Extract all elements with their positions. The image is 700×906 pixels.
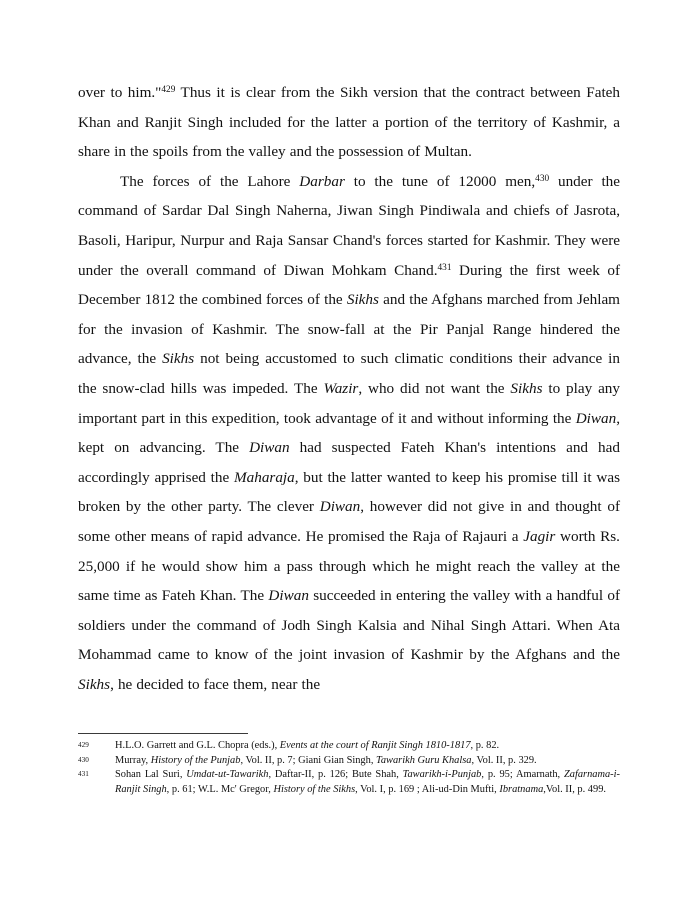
text-run: to play any important part in this expedition, took advantage of it and without informing the <box>78 379 620 427</box>
text-run: , p. 82. <box>470 740 500 751</box>
footnote-number[interactable]: 431 <box>78 770 89 779</box>
text-run: , Vol. II, p. 7; Giani Gian Singh, <box>240 754 377 766</box>
italic-term: Umdat-ut-Tawarikh <box>186 769 269 781</box>
footnote-entry <box>78 768 620 797</box>
italic-term: Diwan <box>268 587 309 605</box>
text-run: succeeded in entering the valley with a handful of soldiers under the command of Jodh Singh Kalsia and Nihal Singh Attari. When Ata Mohammad came to know of the joint invasion of Kashmir by the Afghans and the <box>78 587 621 664</box>
footnote-reference[interactable]: 429 <box>161 85 176 96</box>
italic-term: Diwan <box>249 439 290 457</box>
italic-term: Tawarikh Guru Khalsa <box>376 754 472 766</box>
text-run: Murray, <box>115 754 151 766</box>
text-run: H.L.O. Garrett and G.L. Chopra (eds.), <box>115 740 280 751</box>
footnote-number[interactable]: 430 <box>78 755 89 764</box>
italic-term: History of the Punjab <box>150 754 241 766</box>
italic-term: Sikhs <box>162 350 195 368</box>
text-run: , but the latter wanted to keep his promise till it was broken by the other party. The clever <box>78 468 620 516</box>
text-run: worth Rs. 25,000 if he would show him a pass through which he might reach the valley at the same time as Fateh Khan. The <box>78 527 620 605</box>
footnote-section <box>78 733 620 797</box>
italic-term: Diwan <box>575 409 617 427</box>
text-run: not being accustomed to such climatic conditions their advance in the snow-clad hills was impeded. The <box>78 350 620 397</box>
text-run: under the command of Sardar Dal Singh Naherna, Jiwan Singh Pindiwala and chiefs of Jasrota, Basoli, Haripur, Nurpur and Raja Sansar Chand's forces started for Kashmir. They were under the overall command of Diwan Mohkam Chand. <box>78 172 620 279</box>
text-run: to the tune of 12000 men, <box>344 172 536 190</box>
footnote-text <box>115 754 620 769</box>
italic-term: Wazir <box>323 379 359 397</box>
italic-term: Tawarikh-i-Punjab <box>402 769 482 781</box>
italic-term: Diwan <box>319 498 361 516</box>
italic-term: Darbar <box>299 172 345 190</box>
text-run: The forces of the Lahore <box>120 172 300 190</box>
text-run: and the Afghans marched from Jehlam for the invasion of Kashmir. The snow-fall at the Pir Panjal Range hindered the advance, the <box>78 291 620 368</box>
footnote-text <box>115 768 620 797</box>
text-run: During the first week of December 1812 the combined forces of the <box>78 261 621 309</box>
paragraph-2 <box>78 167 620 700</box>
italic-term: Sikhs <box>510 379 543 397</box>
footnote-reference[interactable]: 431 <box>437 262 452 273</box>
footnote-entry <box>78 754 620 769</box>
italic-term: History of the Sikhs <box>273 783 356 795</box>
text-run: Sohan Lal Suri, <box>115 769 187 781</box>
italic-term: Sikhs <box>78 675 111 693</box>
text-run: , Vol. I, p. 169 ; Ali-ud-Din Mufti, <box>355 783 500 795</box>
footnote-entry <box>78 739 620 754</box>
text-run: , Vol. II, p. 329. <box>471 754 537 766</box>
italic-term: Ibratnama <box>499 783 544 795</box>
footnote-text <box>115 739 620 754</box>
paragraph-1 <box>78 78 620 167</box>
italic-term: Sikhs <box>346 291 379 309</box>
text-run: , who did not want the <box>358 379 511 397</box>
text-run: , p. 95; Amarnath, <box>481 769 564 781</box>
body-text-block <box>78 78 620 699</box>
italic-term: Zafarnama-i-Ranjit Singh <box>115 769 620 795</box>
text-run: , p. 61; W.L. Mc' Gregor, <box>166 783 274 795</box>
text-run: , however did not give in and thought of some other means of rapid advance. He promised the Raja of Rajauri a <box>78 498 620 545</box>
text-run: had suspected Fateh Khan's intentions and had accordingly apprised the <box>78 439 620 486</box>
text-run: , kept on advancing. The <box>78 409 620 457</box>
footnote-list <box>78 739 620 797</box>
footnote-separator-rule <box>78 733 248 734</box>
italic-term: Events at the court of Ranjit Singh 1810-1817 <box>279 740 471 751</box>
text-run: Thus it is clear from the Sikh version that the contract between Fateh Khan and Ranjit Singh included for the latter a portion of the territory of Kashmir, a share in the spoils from the valley and the possession of Multan. <box>78 84 620 161</box>
text-run: , he decided to face them, near the <box>110 675 321 693</box>
text-run: over to him." <box>78 84 162 101</box>
footnote-number[interactable]: 429 <box>78 741 89 749</box>
italic-term: Jagir <box>523 527 556 545</box>
text-run: , Daftar-II, p. 126; Bute Shah, <box>268 769 403 781</box>
footnote-reference[interactable]: 430 <box>535 173 550 184</box>
italic-term: Maharaja <box>233 468 295 486</box>
text-run: ,Vol. II, p. 499. <box>543 783 606 795</box>
